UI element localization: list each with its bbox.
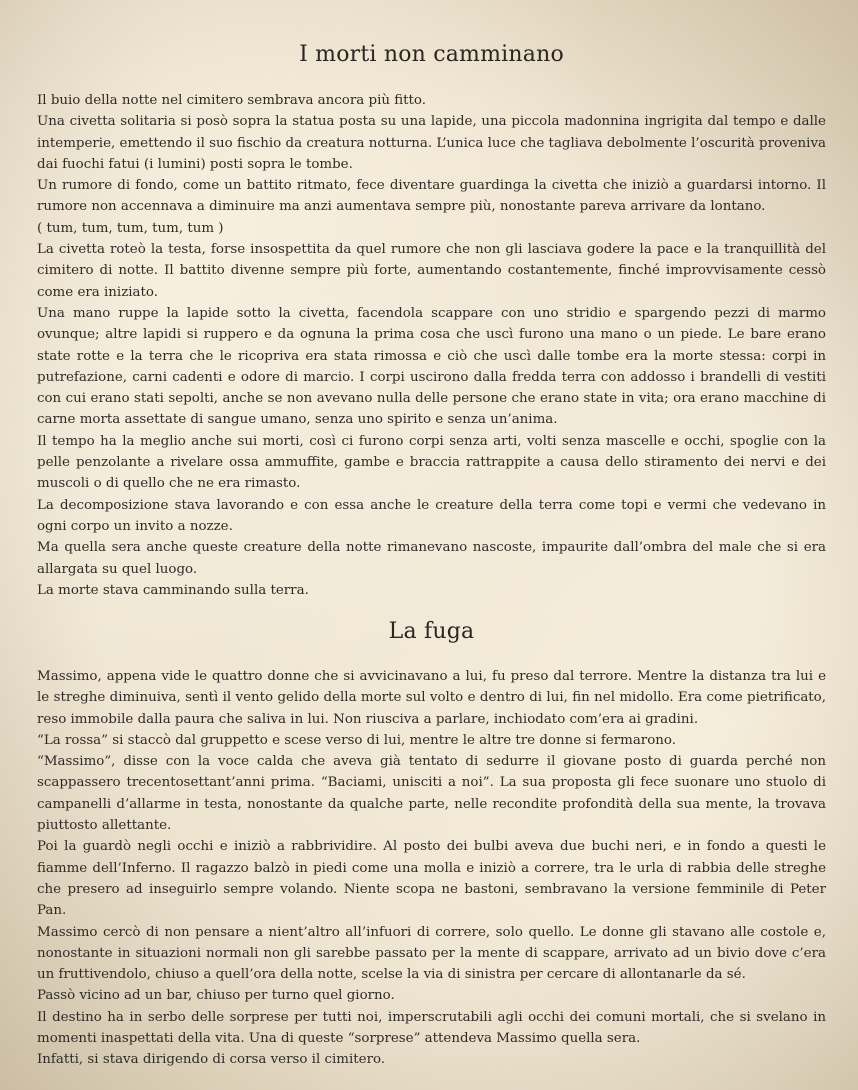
chapter-title: La fuga xyxy=(388,619,475,644)
paragraph: Il tempo ha la meglio anche sui morti, così ci furono corpi senza arti, volti senza mascelle e occhi, spoglie con la pelle penzolante a rivelare ossa ammuffite, gambe e braccia rattrappite a causa dello stiramento dei nervi e dei muscoli o di quello che ne era rimasto. xyxy=(37,433,826,492)
chapter-body xyxy=(37,666,826,1071)
paragraph: Il destino ha in serbo delle sorprese per tutti noi, imperscrutabili agli occhi dei comuni mortali, che si svelano in momenti inaspettati della vita. Una di queste “sorprese” attendeva Massimo quella sera. xyxy=(37,1009,826,1047)
paragraph: Passò vicino ad un bar, chiuso per turno quel giorno. xyxy=(37,988,395,1004)
paragraph: Una civetta solitaria si posò sopra la statua posta su una lapide, una piccola madonnina ingrigita dal tempo e dalle intemperie, emettendo il suo fischio da creatura notturna. L’unica luce che tagliava debolmente l’oscurità proveniva dai fuochi fatui (i lumini) posti sopra le tombe. xyxy=(37,114,826,172)
paragraph: La decomposizione stava lavorando e con essa anche le creature della terra come topi e vermi che vedevano in ogni corpo un invito a nozze. xyxy=(37,497,826,534)
paragraph: Una mano ruppe la lapide sotto la civetta, facendola scappare con uno stridio e spargendo pezzi di marmo ovunque; altre lapidi si ruppero e da ognuna la prima cosa che uscì furono una mano o un piede. Le bare erano state rotte e la terra che le ricopriva era stata rimossa e ciò che uscì dalle tombe era la morte stessa: corpi in putrefazione, carni cadenti e odore di marcio. I corpi uscirono dalla fredda terra con addosso i brandelli di vestiti con cui erano stati sepolti, anche se non avevano nulla delle persone che erano state in vita; ora erano macchine di carne morta assettate di sangue umano, senza uno spirito e senza un’anima. xyxy=(37,305,826,428)
paragraph: Massimo cercò di non pensare a nient’altro all’infuori di correre, solo quello. Le donne gli stavano alle costole e, nonostante in situazioni normali non gli sarebbe passato per la mente di scappare, arrivato ad un bivio dove c’era un fruttivendolo, chiuso a quell’ora della notte, scelse la via di sinistra per cercare di allontanarle da sé. xyxy=(37,924,826,983)
paragraph: ( tum, tum, tum, tum, tum ) xyxy=(37,220,224,236)
paragraph: “La rossa” si staccò dal gruppetto e scese verso di lui, mentre le altre tre donne si fermarono. xyxy=(37,732,676,748)
paragraph: La civetta roteò la testa, forse insospettita da quel rumore che non gli lasciava godere la pace e la tranquillità del cimitero di notte. Il battito divenne sempre più forte, aumentando costantemente, finché improvvisamente cessò come era iniziato. xyxy=(37,242,826,300)
chapter-body xyxy=(37,90,826,601)
paragraph: Poi la guardò negli occhi e iniziò a rabbrividire. Al posto dei bulbi aveva due buchi neri, e in fondo a questi le fiamme dell’Inferno. Il ragazzo balzò in piedi come una molla e iniziò a correre, tra le urla di rabbia delle streghe che presero ad inseguirlo sempre volando. Niente scopa ne bastoni, sembravano la versione femminile di Peter Pan. xyxy=(37,839,826,919)
paragraph: “Massimo”, disse con la voce calda che aveva già tentato di sedurre il giovane posto di guarda perché non scappassero trecentosettant’anni prima. “Baciami, unisciti a noi”. La sua proposta gli fece suonare uno stuolo di campanelli d’allarme in testa, nonostante da qualche parte, nelle recondite profondità della sua mente, la trovava piuttosto allettante. xyxy=(37,754,826,834)
paragraph: Infatti, si stava dirigendo di corsa verso il cimitero. xyxy=(37,1052,386,1068)
paragraph: La morte stava camminando sulla terra. xyxy=(37,582,309,598)
paragraph: Un rumore di fondo, come un battito ritmato, fece diventare guardinga la civetta che iniziò a guardarsi intorno. Il rumore non accennava a diminuire ma anzi aumentava sempre più, nonostante pareva arrivare da lontano. xyxy=(37,178,826,215)
paragraph: Massimo, appena vide le quattro donne che si avvicinavano a lui, fu preso dal terrore. Mentre la distanza tra lui e le streghe diminuiva, sentì il vento gelido della morte sul volto e dentro di lui, fin nel midollo. Era come pietrificato, reso immobile dalla paura che saliva in lui. Non riusciva a parlare, inchiodato com’era ai gradini. xyxy=(37,669,826,727)
paragraph: Ma quella sera anche queste creature della notte rimanevano nascoste, impaurite dall’ombra del male che si era allargata su quel luogo. xyxy=(37,540,826,577)
paragraph: Il buio della notte nel cimitero sembrava ancora più fitto. xyxy=(37,93,427,108)
chapter-title: I morti non camminano xyxy=(299,42,564,67)
